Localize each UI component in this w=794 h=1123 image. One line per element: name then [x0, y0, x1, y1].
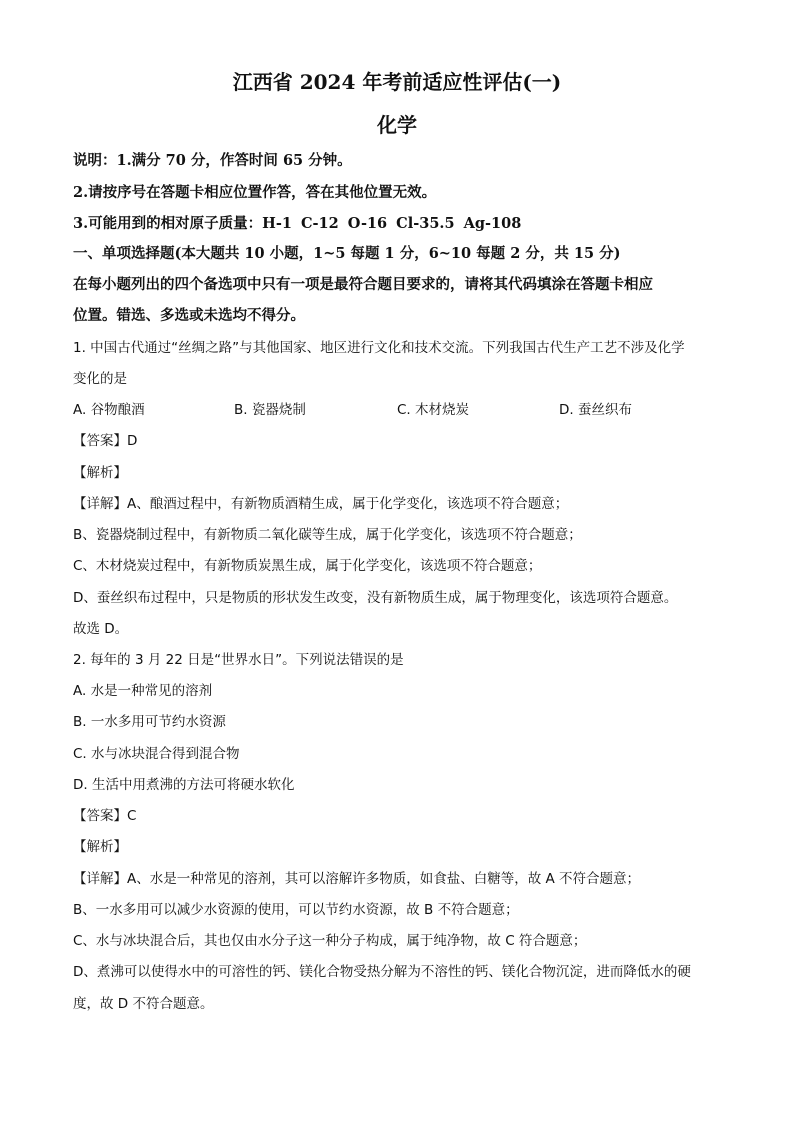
q1-stem-line-2: 变化的是 — [73, 371, 127, 387]
q2-option-b: B. 一水多用可节约水资源 — [73, 714, 226, 730]
note-3: 3.可能用到的相对原子质量：H-1 C-12 O-16 Cl-35.5 Ag-108 — [73, 215, 522, 232]
q2-answer: 【答案】C — [73, 808, 137, 824]
q2-option-a: A. 水是一种常见的溶剂 — [73, 683, 213, 699]
q2-detail-b: B、一水多用可以减少水资源的使用，可以节约水资源，故 B 不符合题意； — [73, 902, 519, 918]
section-instruction-line-1: 在每小题列出的四个备选项中只有一项是最符合题目要求的，请将其代码填涂在答题卡相应 — [73, 276, 653, 293]
q2-option-d: D. 生活中用煮沸的方法可将硬水软化 — [73, 777, 295, 793]
q1-option-a: A. 谷物酿酒 — [73, 402, 145, 418]
q1-answer: 【答案】D — [73, 433, 138, 449]
q1-analysis-label: 【解析】 — [73, 465, 127, 481]
q1-option-d: D. 蚕丝织布 — [559, 402, 632, 418]
note-1: 说明：1.满分 70 分，作答时间 65 分钟。 — [73, 152, 352, 169]
q2-analysis-label: 【解析】 — [73, 839, 127, 855]
q2-option-c: C. 水与冰块混合得到混合物 — [73, 746, 240, 762]
q1-detail-b: B、瓷器烧制过程中，有新物质二氧化碳等生成，属于化学变化，该选项不符合题意； — [73, 527, 582, 543]
section-heading: 一、单项选择题(本大题共 10 小题，1~5 每题 1 分，6~10 每题 2 分，共 15 分) — [73, 245, 621, 262]
q1-conclusion: 故选 D。 — [73, 621, 129, 637]
q1-detail-a: 【详解】A、酿酒过程中，有新物质酒精生成，属于化学变化，该选项不符合题意； — [73, 496, 569, 512]
q2-detail-c: C、水与冰块混合后，其也仅由水分子这一种分子构成，属于纯净物，故 C 符合题意； — [73, 933, 587, 949]
q1-detail-c: C、木材烧炭过程中，有新物质炭黑生成，属于化学变化，该选项不符合题意； — [73, 558, 542, 574]
exam-title: 江西省 2024 年考前适应性评估(一) — [232, 70, 562, 94]
q1-detail-d: D、蚕丝织布过程中，只是物质的形状发生改变，没有新物质生成，属于物理变化，该选项符合题意。 — [73, 590, 678, 606]
subject-title: 化学 — [377, 113, 417, 137]
q2-stem: 2. 每年的 3 月 22 日是“世界水日”。下列说法错误的是 — [73, 652, 404, 668]
q2-detail-d-line-1: D、煮沸可以使得水中的可溶性的钙、镁化合物受热分解为不溶性的钙、镁化合物沉淀，进而降低水的硬 — [73, 964, 691, 980]
section-instruction-line-2: 位置。错选、多选或未选均不得分。 — [73, 307, 305, 324]
q1-option-c: C. 木材烧炭 — [397, 402, 470, 418]
q1-stem-line-1: 1. 中国古代通过“丝绸之路”与其他国家、地区进行文化和技术交流。下列我国古代生产工艺不涉及化学 — [73, 340, 685, 356]
note-2: 2.请按序号在答题卡相应位置作答，答在其他位置无效。 — [73, 184, 437, 201]
q1-option-b: B. 瓷器烧制 — [234, 402, 306, 418]
q2-detail-d-line-2: 度，故 D 不符合题意。 — [73, 996, 214, 1012]
q2-detail-a: 【详解】A、水是一种常见的溶剂，其可以溶解许多物质，如食盐、白糖等，故 A 不符合题意； — [73, 871, 641, 887]
